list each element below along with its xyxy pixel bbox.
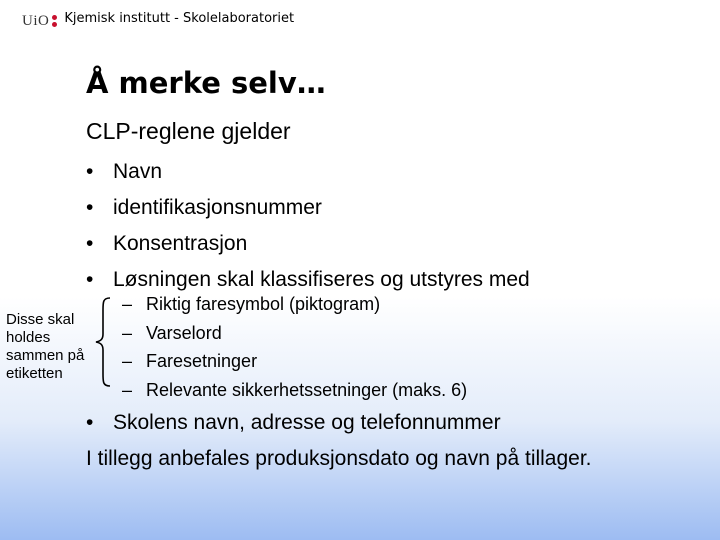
dash-icon: –: [122, 322, 133, 343]
sub-item-text: Relevante sikkerhetssetninger (maks. 6): [146, 379, 468, 400]
sub-item-text: Varselord: [146, 322, 222, 343]
sub-item: [122, 290, 467, 319]
sub-item-text: Riktig faresymbol (piktogram): [146, 294, 381, 314]
sub-item-list: [122, 290, 467, 404]
bullet-text: Løsningen skal klassifiseres og utstyres med: [113, 268, 530, 291]
logo-text: UiO: [22, 12, 50, 29]
uio-logo: [22, 13, 58, 30]
footer-text: I tillegg anbefales produksjonsdato og navn på tillager.: [86, 447, 592, 470]
logo-dots-icon: [52, 15, 58, 27]
bullet-item: [86, 154, 530, 190]
sub-item: [122, 376, 467, 405]
sub-item-text: Faresetninger: [146, 351, 258, 371]
sub-item: [122, 347, 467, 376]
bullet-text: Konsentrasjon: [113, 232, 248, 255]
bullet-item: [86, 190, 530, 226]
bullet-icon: •: [86, 411, 94, 434]
slide-title: Å merke selv…: [86, 66, 326, 100]
sub-item: [122, 319, 467, 348]
bullet-icon: •: [86, 268, 94, 291]
bullet-icon: •: [86, 232, 94, 255]
bullet-list: [86, 154, 530, 298]
side-note: Disse skal holdes sammen på etiketten: [6, 311, 85, 382]
left-brace-icon: [94, 296, 112, 388]
extra-bullet-text: Skolens navn, adresse og telefonnummer: [113, 411, 501, 434]
extra-bullet-item: [86, 406, 501, 440]
bullet-text: Navn: [113, 160, 163, 183]
bullet-text: identifikasjonsnummer: [113, 196, 322, 219]
header: [22, 10, 294, 32]
bullet-icon: •: [86, 160, 94, 183]
institute-name: Kjemisk institutt - Skolelaboratoriet: [64, 10, 295, 26]
bullet-icon: •: [86, 196, 94, 219]
slide-subtitle: CLP-reglene gjelder: [86, 118, 291, 144]
dash-icon: –: [122, 294, 133, 314]
dash-icon: –: [122, 351, 133, 371]
dash-icon: –: [122, 379, 133, 400]
bullet-item: [86, 226, 530, 262]
